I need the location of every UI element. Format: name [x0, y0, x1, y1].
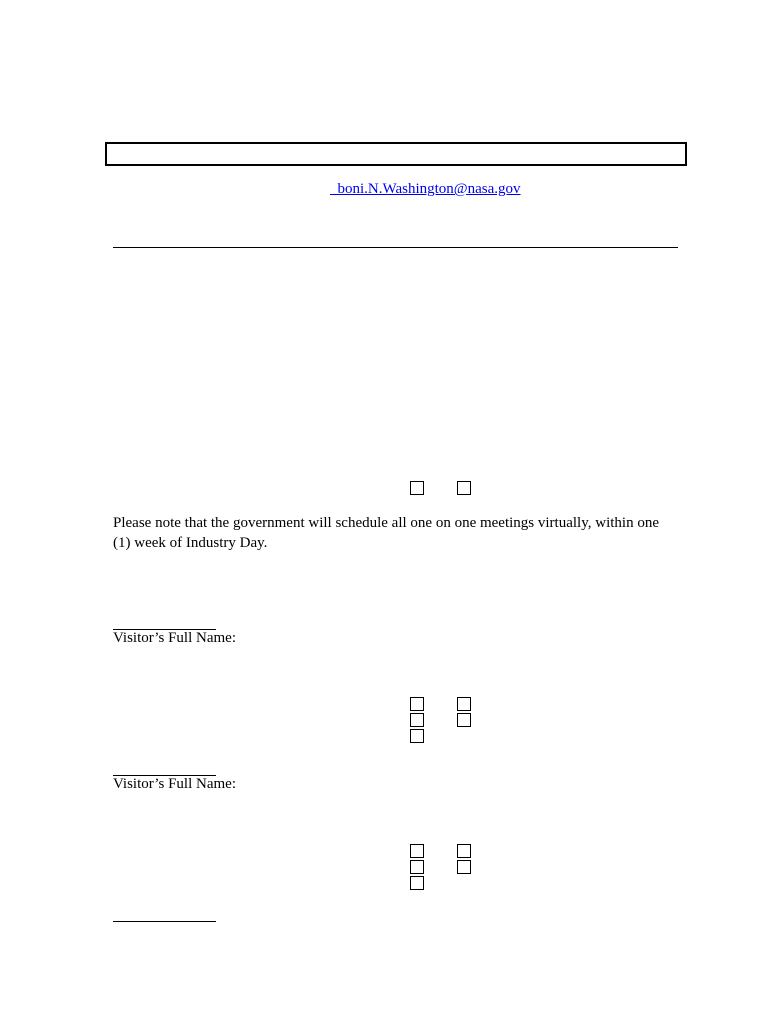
- visitor-1-name-label: Visitor’s Full Name:: [113, 630, 236, 646]
- visitor-2-checkbox-5[interactable]: [410, 876, 424, 890]
- meeting-note: Please note that the government will schedule all one on one meetings virtually, within one (1) week of Industry Day.: [113, 515, 659, 551]
- visitor-1-checkbox-1[interactable]: [410, 697, 424, 711]
- visitor-2-checkbox-2[interactable]: [457, 844, 471, 858]
- visitor-1-checkbox-2[interactable]: [457, 697, 471, 711]
- attendance-checkbox-1[interactable]: [410, 481, 424, 495]
- visitor-1-checkbox-5[interactable]: [410, 729, 424, 743]
- horizontal-rule: [113, 247, 678, 248]
- contact-email-link[interactable]: boni.N.Washington@nasa.gov: [330, 181, 521, 197]
- title-box: [105, 142, 687, 166]
- attendance-checkbox-2[interactable]: [457, 481, 471, 495]
- visitor-2-name-label: Visitor’s Full Name:: [113, 776, 236, 792]
- visitor-2-checkbox-3[interactable]: [410, 860, 424, 874]
- visitor-3-signature-line: [113, 921, 216, 922]
- visitor-1-checkbox-3[interactable]: [410, 713, 424, 727]
- visitor-2-checkbox-4[interactable]: [457, 860, 471, 874]
- visitor-2-checkbox-1[interactable]: [410, 844, 424, 858]
- visitor-1-checkbox-4[interactable]: [457, 713, 471, 727]
